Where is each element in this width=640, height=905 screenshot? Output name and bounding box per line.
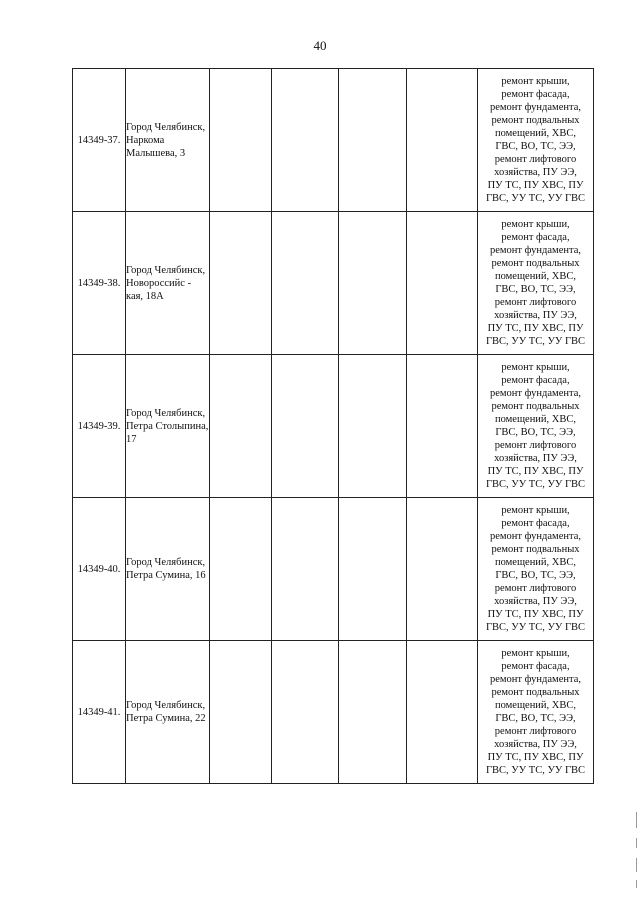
empty-cell <box>210 641 272 784</box>
works-line: ремонт крыши, <box>501 219 570 230</box>
empty-cell <box>339 641 407 784</box>
works-line: помещений, ХВС, <box>494 271 577 282</box>
empty-cell <box>407 69 478 212</box>
works-line: хозяйства, ПУ ЭЭ, <box>494 596 577 607</box>
works-line: ремонт лифтового <box>494 583 577 594</box>
works-line: ремонт фундамента, <box>490 531 581 542</box>
works-cell <box>478 212 594 355</box>
table-row <box>73 498 594 641</box>
works-line: помещений, ХВС, <box>494 128 577 139</box>
works-line: ремонт крыши, <box>501 505 570 516</box>
address-cell: Город Челябинск, Петра Столыпина, 17 <box>126 355 210 498</box>
empty-cell <box>272 355 339 498</box>
empty-cell <box>407 212 478 355</box>
row-number-cell: 14349-37. <box>73 69 126 212</box>
works-line: ремонт подвальных <box>491 258 580 269</box>
works-line: ремонт подвальных <box>491 115 580 126</box>
works-line: ГВС, УУ ТС, УУ ГВС <box>485 479 586 490</box>
empty-cell <box>339 355 407 498</box>
table-row <box>73 355 594 498</box>
works-line: ремонт лифтового <box>494 726 577 737</box>
empty-cell <box>210 212 272 355</box>
works-line: ремонт лифтового <box>494 297 577 308</box>
table-row <box>73 69 594 212</box>
works-cell <box>478 498 594 641</box>
scan-edge-mark <box>636 858 637 872</box>
works-line: хозяйства, ПУ ЭЭ, <box>494 310 577 321</box>
empty-cell <box>407 641 478 784</box>
registry-table-body <box>73 69 594 784</box>
empty-cell <box>272 69 339 212</box>
works-line: помещений, ХВС, <box>494 700 577 711</box>
works-line: хозяйства, ПУ ЭЭ, <box>494 739 577 750</box>
works-line: ремонт фундамента, <box>490 102 581 113</box>
address-cell: Город Челябинск, Наркома Малышева, 3 <box>126 69 210 212</box>
empty-cell <box>272 212 339 355</box>
works-line: ремонт подвальных <box>491 687 580 698</box>
works-line: помещений, ХВС, <box>494 414 577 425</box>
works-line: ГВС, УУ ТС, УУ ГВС <box>485 765 586 776</box>
empty-cell <box>339 69 407 212</box>
scan-edge-mark <box>636 838 637 848</box>
works-line: ГВС, ВО, ТС, ЭЭ, <box>495 570 576 581</box>
works-line: ПУ ТС, ПУ ХВС, ПУ <box>487 180 584 191</box>
empty-cell <box>407 498 478 641</box>
works-cell <box>478 355 594 498</box>
row-number-cell: 14349-39. <box>73 355 126 498</box>
table-row <box>73 641 594 784</box>
works-line: ГВС, ВО, ТС, ЭЭ, <box>495 427 576 438</box>
works-line: ремонт фундамента, <box>490 674 581 685</box>
works-line: ремонт подвальных <box>491 401 580 412</box>
works-cell <box>478 69 594 212</box>
address-cell: Город Челябинск, Петра Сумина, 22 <box>126 641 210 784</box>
works-line: ремонт лифтового <box>494 154 577 165</box>
works-line: хозяйства, ПУ ЭЭ, <box>494 167 577 178</box>
works-line: ГВС, ВО, ТС, ЭЭ, <box>495 141 576 152</box>
works-cell <box>478 641 594 784</box>
works-line: ГВС, ВО, ТС, ЭЭ, <box>495 713 576 724</box>
empty-cell <box>210 69 272 212</box>
works-line: ремонт фасада, <box>501 232 570 243</box>
empty-cell <box>339 498 407 641</box>
works-line: ремонт фасада, <box>501 375 570 386</box>
address-cell: Город Челябинск, Петра Сумина, 16 <box>126 498 210 641</box>
works-line: ГВС, УУ ТС, УУ ГВС <box>485 336 586 347</box>
works-line: ПУ ТС, ПУ ХВС, ПУ <box>487 609 584 620</box>
empty-cell <box>272 498 339 641</box>
row-number-cell: 14349-41. <box>73 641 126 784</box>
works-line: ПУ ТС, ПУ ХВС, ПУ <box>487 323 584 334</box>
works-line: ПУ ТС, ПУ ХВС, ПУ <box>487 752 584 763</box>
empty-cell <box>210 498 272 641</box>
empty-cell <box>210 355 272 498</box>
works-line: ремонт фундамента, <box>490 388 581 399</box>
row-number-cell: 14349-40. <box>73 498 126 641</box>
scan-edge-mark <box>636 880 637 888</box>
empty-cell <box>339 212 407 355</box>
registry-table <box>72 68 594 784</box>
works-line: ремонт крыши, <box>501 76 570 87</box>
works-line: помещений, ХВС, <box>494 557 577 568</box>
works-line: ГВС, ВО, ТС, ЭЭ, <box>495 284 576 295</box>
works-line: хозяйства, ПУ ЭЭ, <box>494 453 577 464</box>
empty-cell <box>272 641 339 784</box>
table-row <box>73 212 594 355</box>
works-line: ремонт фасада, <box>501 661 570 672</box>
empty-cell <box>407 355 478 498</box>
works-line: ГВС, УУ ТС, УУ ГВС <box>485 622 586 633</box>
works-line: ремонт фасада, <box>501 518 570 529</box>
scan-edge-mark <box>636 812 637 828</box>
address-cell: Город Челябинск, Новороссийс - кая, 18А <box>126 212 210 355</box>
works-line: ПУ ТС, ПУ ХВС, ПУ <box>487 466 584 477</box>
works-line: ГВС, УУ ТС, УУ ГВС <box>485 193 586 204</box>
works-line: ремонт подвальных <box>491 544 580 555</box>
works-line: ремонт фасада, <box>501 89 570 100</box>
page-number: 40 <box>313 38 327 53</box>
row-number-cell: 14349-38. <box>73 212 126 355</box>
works-line: ремонт крыши, <box>501 362 570 373</box>
works-line: ремонт крыши, <box>501 648 570 659</box>
works-line: ремонт лифтового <box>494 440 577 451</box>
works-line: ремонт фундамента, <box>490 245 581 256</box>
